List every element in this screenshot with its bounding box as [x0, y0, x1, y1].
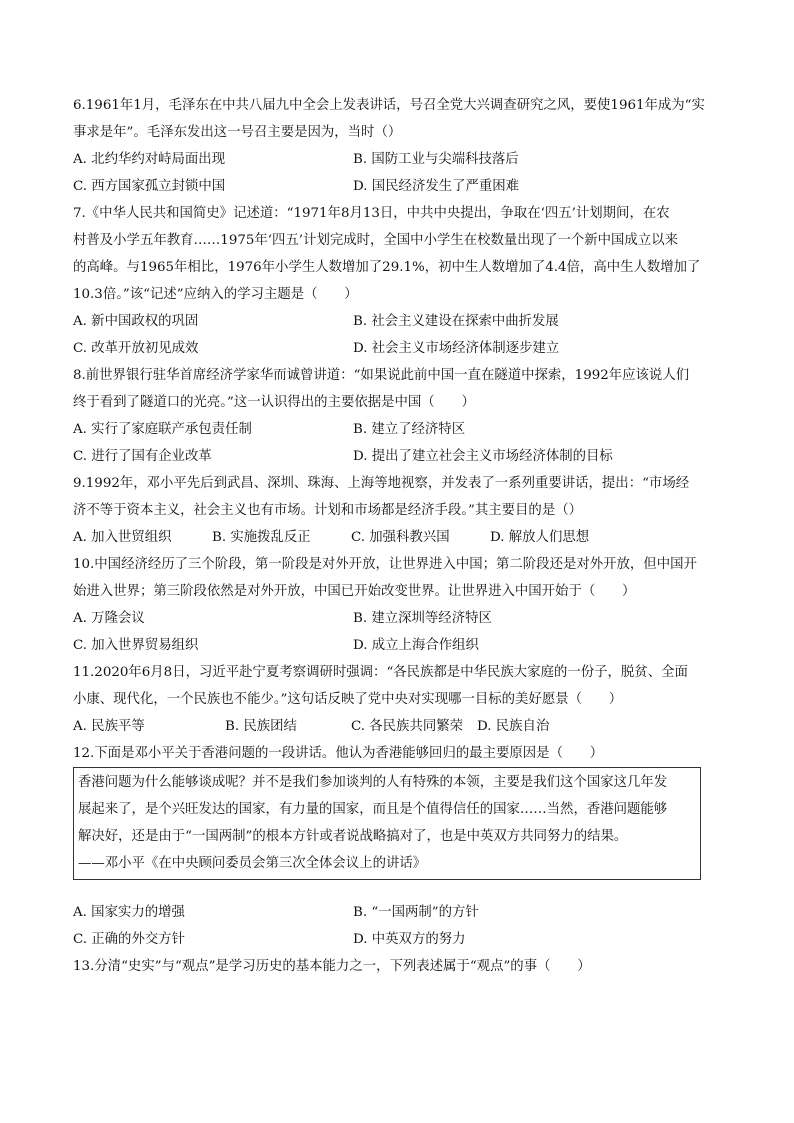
- question-text: 8.前世界银行驻华首席经济学家华而诚曾讲道：“如果说此前中国一直在隧道中探索，1992年应该说人们: [73, 368, 690, 383]
- option-a: A. 北约华约对峙局面出现: [73, 152, 226, 167]
- spacer: [73, 891, 723, 899]
- quote-text: 展起来了，是个兴旺发达的国家，有力量的国家，而且是个值得信任的国家……当然，香港问题能够: [78, 802, 668, 817]
- option-a: A. 国家实力的增强: [73, 905, 185, 920]
- quote-text: 香港问题为什么能够谈成呢？并不是我们参加谈判的人有特殊的本领，主要是我们这个国家这几年发: [78, 775, 668, 790]
- option-row: [73, 443, 723, 470]
- option-c: C. 加入世界贸易组织: [73, 638, 199, 653]
- question-text: 济不等于资本主义，社会主义也有市场。计划和市场都是经济手段。”其主要目的是（）: [73, 503, 582, 518]
- option-b: B. 建立了经济特区: [353, 422, 466, 437]
- question-list: [73, 92, 723, 980]
- option-row: [73, 713, 723, 740]
- option-row: [73, 308, 723, 335]
- option-d: D. 提出了建立社会主义市场经济体制的目标: [353, 449, 613, 464]
- option-b: B. 社会主义建设在探索中曲折发展: [353, 314, 559, 329]
- option-c: C. 各民族共同繁荣: [351, 719, 464, 734]
- option-c: C. 改革开放初见成效: [73, 341, 199, 356]
- option-row: [73, 524, 723, 551]
- option-row: [73, 605, 723, 632]
- question-text: 终于看到了隧道口的光亮。”这一认识得出的主要依据是中国（ ）: [73, 395, 475, 410]
- option-b: B. 实施拨乱反正: [212, 530, 311, 545]
- question-11: [73, 659, 723, 740]
- option-b: B. “一国两制”的方针: [353, 905, 479, 920]
- question-7: [73, 200, 723, 362]
- option-row: [73, 173, 723, 200]
- option-row: [73, 335, 723, 362]
- option-c: C. 加强科教兴国: [351, 530, 450, 545]
- option-d: D. 成立上海合作组织: [353, 638, 479, 653]
- option-a: A. 新中国政权的巩固: [73, 314, 199, 329]
- option-a: A. 民族平等: [73, 719, 145, 734]
- option-c: C. 西方国家孤立封锁中国: [73, 179, 226, 194]
- quote-source: ——邓小平《在中央顾问委员会第三次全体会议上的讲话》: [78, 856, 427, 871]
- quote-box: [73, 767, 701, 880]
- question-text: 的高峰。与1965年相比，1976年小学生人数增加了29.1%，初中生人数增加了4.4倍，高中生人数增加了: [73, 260, 701, 275]
- question-text: 12.下面是邓小平关于香港问题的一段讲话。他认为香港能够回归的最主要原因是（ ）: [73, 746, 604, 761]
- question-6: [73, 92, 723, 200]
- question-text: 小康、现代化，一个民族也不能少。”这句话反映了党中央对实现哪一目标的美好愿景（ ）: [73, 692, 623, 707]
- question-8: [73, 362, 723, 470]
- question-text: 村普及小学五年教育……1975年‘四五’计划完成时，全国中小学生在校数量出现了一个新中国成立以来: [73, 233, 678, 248]
- question-text: 10.3倍。”该“记述”应纳入的学习主题是（ ）: [73, 287, 358, 302]
- option-row: [73, 926, 723, 953]
- question-9: [73, 470, 723, 551]
- option-d: D. 解放人们思想: [490, 530, 590, 545]
- question-text: 事求是年”。毛泽东发出这一号召主要是因为，当时（）: [73, 125, 402, 140]
- question-12: [73, 740, 723, 953]
- option-row: [73, 632, 723, 659]
- option-d: D. 中英双方的努力: [353, 932, 466, 947]
- question-10: [73, 551, 723, 659]
- option-d: D. 社会主义市场经济体制逐步建立: [353, 341, 560, 356]
- quote-text: 解决好，还是由于“一国两制”的根本方针或者说战略搞对了，也是中英双方共同努力的结果。: [78, 829, 628, 844]
- question-text: 11.2020年6月8日，习近平赴宁夏考察调研时强调：“各民族都是中华民族大家庭的一份子，脱贫、全面: [73, 665, 688, 680]
- question-text: 6.1961年1月，毛泽东在中共八届九中全会上发表讲话，号召全党大兴调查研究之风，要使1961年成为“实: [73, 98, 705, 113]
- option-c: C. 正确的外交方针: [73, 932, 186, 947]
- option-c: C. 进行了国有企业改革: [73, 449, 212, 464]
- option-row: [73, 899, 723, 926]
- option-a: A. 实行了家庭联产承包责任制: [73, 422, 252, 437]
- option-a: A. 加入世贸组织: [73, 530, 172, 545]
- option-b: B. 国防工业与尖端科技落后: [353, 152, 519, 167]
- question-text: 9.1992年，邓小平先后到武昌、深圳、珠海、上海等地视察，并发表了一系列重要讲话，提出：“市场经: [73, 476, 690, 491]
- question-13: [73, 953, 723, 980]
- option-row: [73, 146, 723, 173]
- question-text: 7.《中华人民共和国简史》记述道：“1971年8月13日，中共中央提出，争取在‘四五’计划期间，在农: [73, 206, 670, 221]
- option-d: D. 民族自治: [477, 719, 550, 734]
- question-text: 10.中国经济经历了三个阶段，第一阶段是对外开放，让世界进入中国；第二阶段还是对外开放，但中国开: [73, 557, 697, 572]
- question-text: 13.分清“史实”与“观点”是学习历史的基本能力之一，下列表述属于“观点”的事（ ）: [73, 959, 591, 974]
- option-b: B. 民族团结: [225, 719, 297, 734]
- option-d: D. 国民经济发生了严重困难: [353, 179, 520, 194]
- question-text: 始进入世界；第三阶段依然是对外开放，中国已开始改变世界。让世界进入中国开始于（ ）: [73, 584, 636, 599]
- option-a: A. 万隆会议: [73, 611, 145, 626]
- option-b: B. 建立深圳等经济特区: [353, 611, 492, 626]
- option-row: [73, 416, 723, 443]
